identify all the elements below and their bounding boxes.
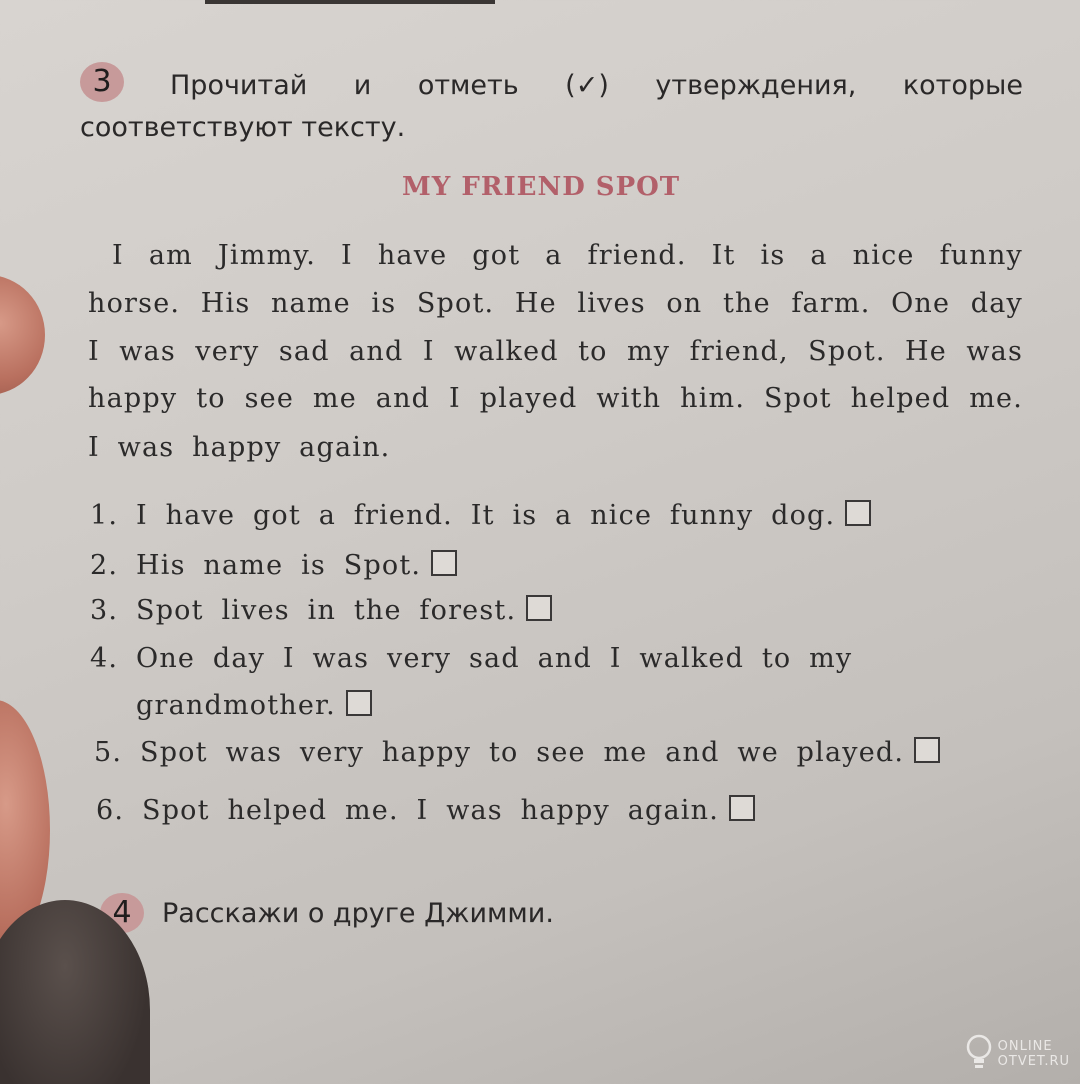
statement-6 <box>96 795 755 826</box>
statement-text: I have got a friend. It is a nice funny dog. <box>136 500 836 531</box>
statement-5-checkbox[interactable] <box>914 737 940 763</box>
statement-2 <box>90 550 457 581</box>
statement-6-checkbox[interactable] <box>729 795 755 821</box>
page-edge <box>205 0 495 4</box>
story-line-2: horse. His name is Spot. He lives on the farm. One day <box>88 288 1023 319</box>
story-title: MY FRIEND SPOT <box>402 172 681 202</box>
statement-1 <box>90 500 871 531</box>
story-line-1: I am Jimmy. I have got a friend. It is a nice funny <box>112 240 1023 271</box>
finger <box>0 275 45 395</box>
statement-number: 1. <box>90 500 119 531</box>
statement-4 <box>90 643 852 674</box>
task-4-instruction: Расскажи о друге Джимми. <box>162 898 554 929</box>
statement-4-continuation <box>136 690 372 721</box>
task-3-instruction-line-2: соответствуют тексту. <box>80 112 406 143</box>
statement-text: Spot lives in the forest. <box>136 595 517 626</box>
statement-2-checkbox[interactable] <box>431 550 457 576</box>
statement-number: 3. <box>90 595 119 626</box>
statement-1-checkbox[interactable] <box>845 500 871 526</box>
story-line-3: I was very sad and I walked to my friend, Spot. He was <box>88 336 1023 367</box>
instruction-word: Прочитай <box>170 70 308 101</box>
statement-text: His name is Spot. <box>136 550 422 581</box>
instruction-word: и <box>353 70 372 101</box>
instruction-word: которые <box>902 70 1023 101</box>
instruction-word: (✓) <box>565 70 609 101</box>
statement-5 <box>94 737 940 768</box>
statement-number: 4. <box>90 643 119 674</box>
instruction-word: утверждения, <box>655 70 857 101</box>
statement-text: Spot was very happy to see me and we played. <box>140 737 905 768</box>
task-4-number: 4 <box>100 893 144 933</box>
statement-number: 5. <box>94 737 123 768</box>
statement-4-checkbox[interactable] <box>346 690 372 716</box>
task-3-instruction-line-1 <box>170 70 1023 101</box>
task-3-number: 3 <box>80 62 124 102</box>
watermark <box>964 1032 1070 1076</box>
statement-3 <box>90 595 552 626</box>
statement-3-checkbox[interactable] <box>526 595 552 621</box>
statement-number: 2. <box>90 550 119 581</box>
watermark-line-1: ONLINE <box>997 1039 1053 1054</box>
instruction-word: отметь <box>417 70 519 101</box>
statement-text: One day I was very sad and I walked to my <box>136 643 853 674</box>
lightbulb-icon <box>964 1032 994 1076</box>
statement-number: 6. <box>96 795 125 826</box>
story-line-4: happy to see me and I played with him. Spot helped me. <box>88 383 1023 414</box>
watermark-line-2: OTVET.RU <box>997 1054 1070 1069</box>
statement-text: grandmother. <box>136 690 336 721</box>
story-line-5: I was happy again. <box>88 432 391 463</box>
statement-text: Spot helped me. I was happy again. <box>142 795 720 826</box>
